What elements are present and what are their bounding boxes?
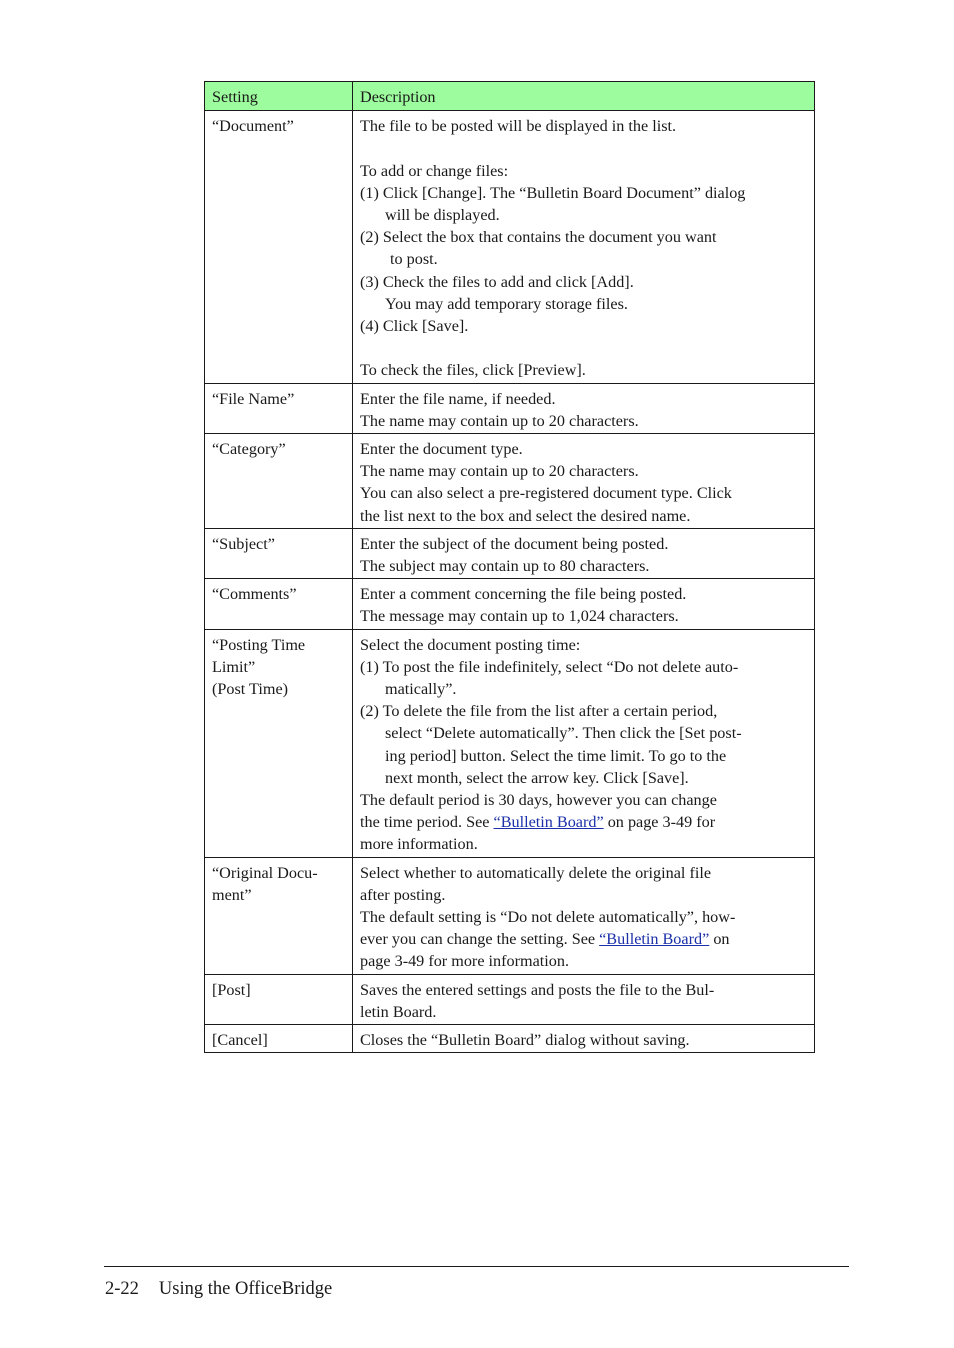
description-line: The default period is 30 days, however you can change [360, 791, 717, 810]
description-line: To add or change files: [360, 161, 509, 180]
description-cell [353, 528, 815, 578]
description-cell [353, 383, 815, 433]
description-line: (2) To delete the file from the list after a certain period, [360, 702, 718, 721]
setting-cell [205, 629, 353, 857]
text-segment: on page 3-49 for [603, 813, 716, 832]
description-line: next month, select the arrow key. Click [Save]. [385, 768, 689, 787]
setting-cell [205, 434, 353, 529]
description-line: Select whether to automatically delete the original file [360, 863, 712, 882]
settings-table [204, 81, 815, 1053]
header-description: Description [353, 82, 815, 111]
description-cell [353, 434, 815, 529]
table-row [205, 579, 815, 629]
header-setting: Setting [205, 82, 353, 111]
description-line: Enter the file name, if needed. [360, 389, 556, 408]
setting-cell [205, 528, 353, 578]
text-segment: the time period. See [360, 813, 494, 832]
description-line: (4) Click [Save]. [360, 317, 469, 336]
description-line: letin Board. [360, 1002, 437, 1021]
setting-label: “Original Docu- [212, 863, 318, 882]
description-line: Select the document posting time: [360, 635, 581, 654]
description-line: You may add temporary storage files. [385, 294, 628, 313]
description-cell [353, 1025, 815, 1053]
description-line: (2) Select the box that contains the document you want [360, 228, 717, 247]
description-line: (3) Check the files to add and click [Add]. [360, 272, 634, 291]
setting-label: “Posting Time [212, 635, 306, 654]
page-number: 2-22 [105, 1279, 139, 1299]
setting-label: ment” [212, 885, 252, 904]
section-title: Using the OfficeBridge [158, 1279, 333, 1299]
description-line: The default setting is “Do not delete automatically”, how- [360, 908, 736, 927]
setting-label: Limit” [212, 657, 256, 676]
setting-label: (Post Time) [212, 680, 289, 699]
description-line: after posting. [360, 885, 446, 904]
description-cell [353, 629, 815, 857]
description-line: Enter the subject of the document being posted. [360, 534, 669, 553]
table-row [205, 111, 815, 383]
setting-label: [Cancel] [212, 1031, 268, 1050]
table-row [205, 974, 815, 1024]
description-line: to post. [390, 250, 438, 269]
setting-cell [205, 857, 353, 974]
text-segment: ever you can change the setting. See [360, 930, 600, 949]
description-line: The name may contain up to 20 characters. [360, 462, 639, 481]
setting-label: “Document” [212, 117, 294, 136]
description-line: ing period] button. Select the time limit. To go to the [385, 746, 727, 765]
description-line: will be displayed. [385, 206, 500, 224]
setting-cell [205, 579, 353, 629]
setting-label: “Category” [212, 440, 286, 459]
blank-line [360, 137, 808, 159]
setting-label: “Comments” [212, 585, 297, 604]
description-line: Enter a comment concerning the file being posted. [360, 585, 687, 604]
description-line: (1) To post the file indefinitely, select “Do not delete auto- [360, 657, 739, 676]
description-cell [353, 579, 815, 629]
table-header-row [205, 82, 815, 111]
settings-table-container [204, 81, 814, 1053]
text-segment: on [709, 930, 730, 949]
footer-rule [104, 1266, 849, 1267]
setting-cell [205, 974, 353, 1024]
description-line: The file to be posted will be displayed in the list. [360, 117, 677, 136]
description-line: (1) Click [Change]. The “Bulletin Board Document” dialog [360, 183, 746, 202]
page-footer [105, 1277, 332, 1301]
description-line [360, 928, 808, 950]
description-line [360, 811, 808, 833]
setting-label: “Subject” [212, 534, 275, 553]
description-line: page 3-49 for more information. [360, 952, 570, 971]
bulletin-board-link[interactable]: “Bulletin Board” [493, 813, 604, 832]
description-line: the list next to the box and select the desired name. [360, 506, 691, 525]
table-row [205, 528, 815, 578]
setting-cell [205, 111, 353, 383]
description-cell [353, 857, 815, 974]
description-line: The name may contain up to 20 characters. [360, 411, 639, 430]
description-line: matically”. [385, 680, 457, 699]
table-row [205, 1025, 815, 1053]
setting-label: [Post] [212, 980, 251, 999]
description-line: You can also select a pre-registered document type. Click [360, 484, 732, 503]
description-cell [353, 111, 815, 383]
description-line: Enter the document type. [360, 440, 523, 459]
description-line: The subject may contain up to 80 characters. [360, 557, 650, 576]
blank-line [360, 337, 808, 359]
description-line: The message may contain up to 1,024 characters. [360, 607, 679, 626]
description-line: select “Delete automatically”. Then click the [Set post- [385, 724, 742, 743]
table-row [205, 434, 815, 529]
table-row [205, 857, 815, 974]
description-line: To check the files, click [Preview]. [360, 361, 586, 380]
table-row [205, 629, 815, 857]
table-row [205, 383, 815, 433]
description-line: more information. [360, 835, 478, 854]
bulletin-board-link[interactable]: “Bulletin Board” [599, 930, 710, 949]
setting-cell [205, 383, 353, 433]
table-body [205, 111, 815, 1053]
description-line: Closes the “Bulletin Board” dialog without saving. [360, 1031, 690, 1050]
setting-label: “File Name” [212, 389, 295, 408]
description-cell [353, 974, 815, 1024]
setting-cell [205, 1025, 353, 1053]
description-line: Saves the entered settings and posts the file to the Bul- [360, 980, 715, 999]
